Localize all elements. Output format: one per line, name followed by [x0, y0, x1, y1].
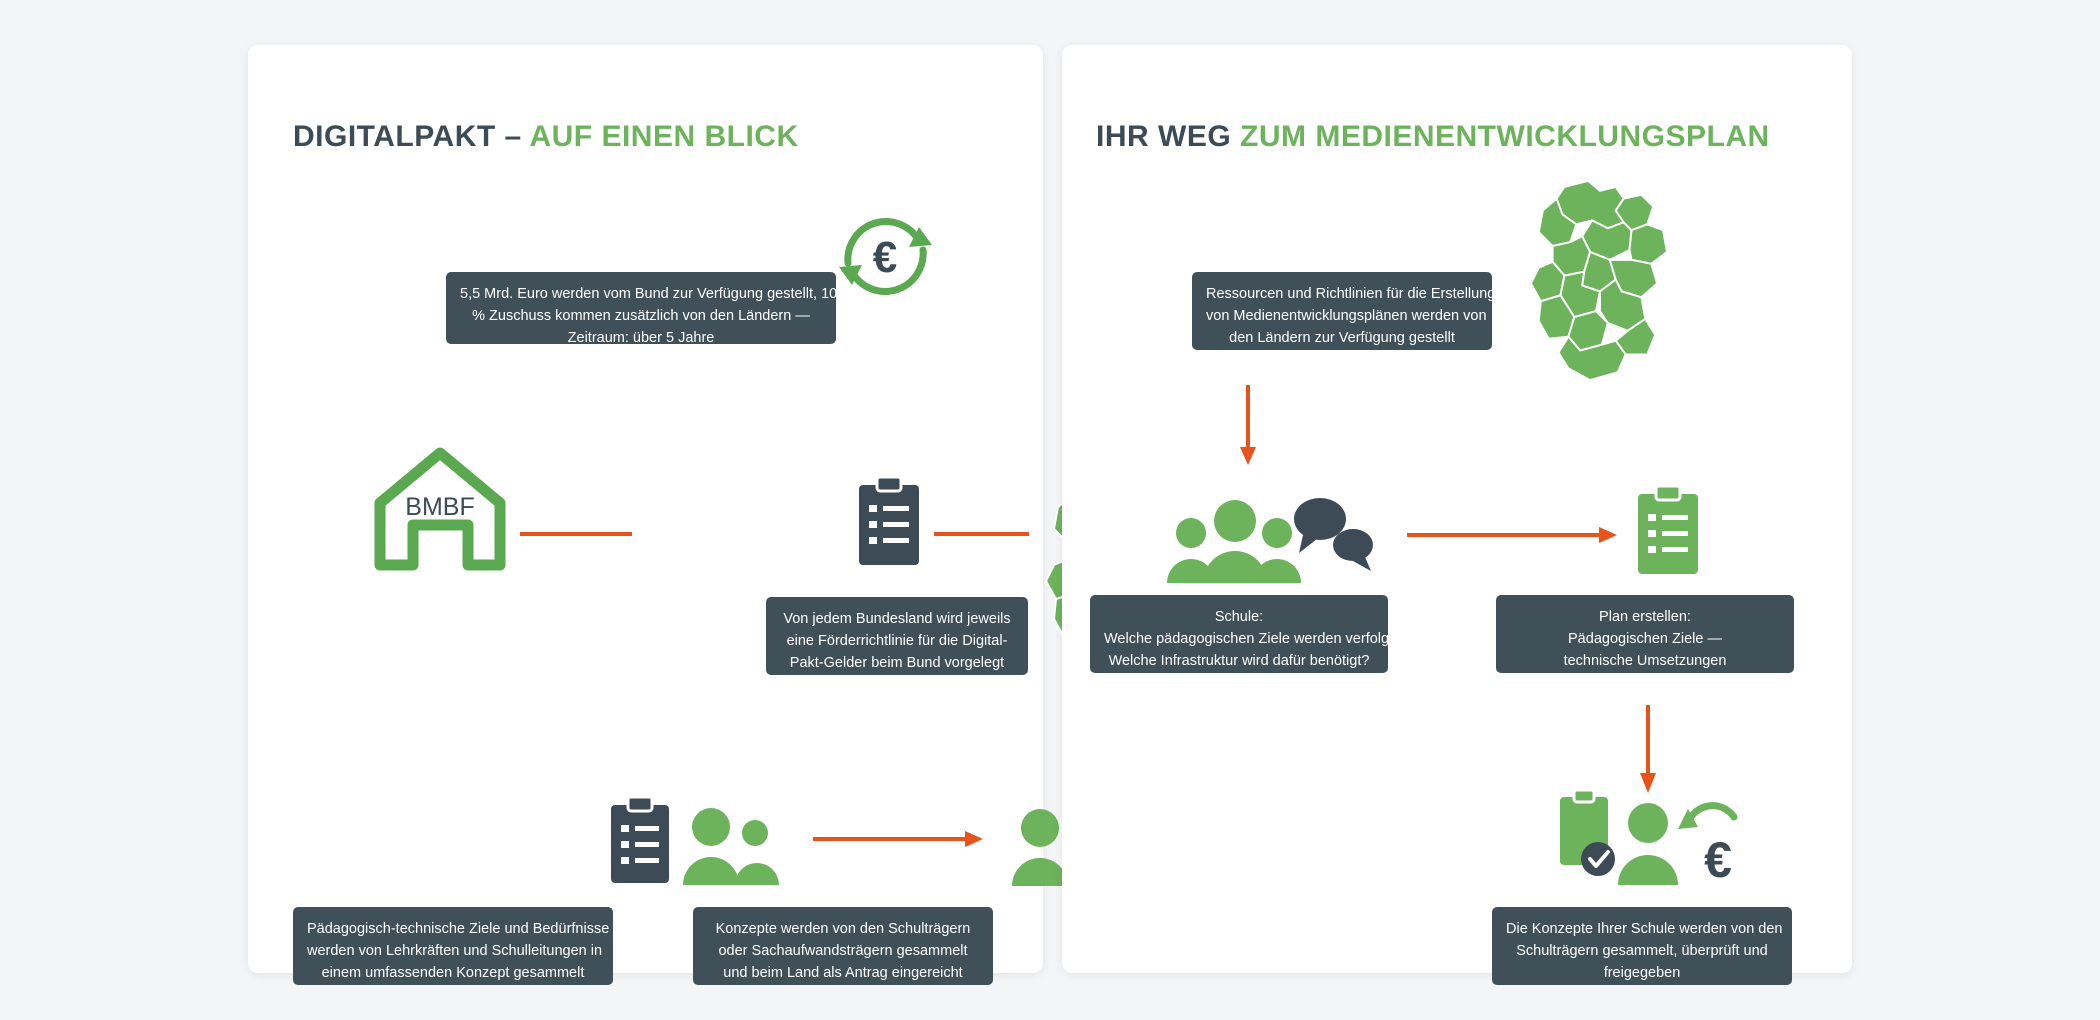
callout-foerderrichtlinie	[766, 597, 1028, 675]
callout-funding-line-3: Zeitraum: über 5 Jahre	[567, 329, 715, 346]
page-title-right-dark: IHR WEG	[1096, 120, 1232, 153]
callout-funding-line-1: 5,5 Mrd. Euro werden vom Bund zur Verfügung gestellt, 10	[460, 286, 838, 302]
callout-ressourcen-line-3: den Ländern zur Verfügung gestellt	[1229, 329, 1455, 346]
bmbf-label: BMBF	[405, 493, 475, 521]
page-title-left-green: AUF EINEN BLICK	[529, 120, 799, 153]
callout-schule-line-3: Welche Infrastruktur wird dafür benötigt?	[1108, 652, 1370, 669]
bmbf-house-icon	[368, 443, 513, 573]
callout-konzepte-line-1: Konzepte werden von den Schulträgern	[715, 921, 971, 937]
callout-ziele-beduerfnisse	[293, 907, 613, 985]
callout-funding	[446, 272, 836, 344]
callout-ressourcen	[1192, 272, 1496, 350]
callout-ziele-line-2: werden von Lehrkräften und Schulleitungen in	[307, 942, 603, 959]
euro-symbol: €	[1704, 832, 1732, 888]
callout-foerderrichtlinie-line-3: Pakt-Gelder beim Bund vorgelegt	[789, 654, 1005, 671]
callout-plan-erstellen	[1496, 595, 1794, 673]
people-speech-icon	[1157, 485, 1377, 595]
callout-freigabe-line-2: Schulträgern gesammelt, überprüft und	[1516, 942, 1768, 959]
callout-konzepte-freigabe	[1492, 907, 1792, 985]
panel-digitalpakt	[248, 45, 1043, 981]
callout-konzepte-line-2: oder Sachaufwandsträgern gesammelt	[718, 942, 968, 959]
page-title-right-green: ZUM MEDIENENTWICKLUNGSPLAN	[1240, 120, 1770, 153]
clipboard-icon	[853, 475, 925, 570]
callout-plan-line-3: technische Umsetzungen	[1563, 652, 1727, 669]
clipboard-icon	[1632, 482, 1704, 580]
callout-schule-line-2: Welche pädagogischen Ziele werden verfolgt?	[1104, 630, 1402, 647]
euro-refresh-icon	[823, 205, 948, 305]
arrow-school-to-plan	[1407, 527, 1617, 543]
page-title-right	[1096, 120, 1770, 154]
callout-ressourcen-line-2: von Medienentwicklungsplänen werden von	[1206, 307, 1487, 324]
arrow-clipboard-to-map	[934, 527, 1034, 541]
callout-funding-line-2: % Zuschuss kommen zusätzlich von den Ländern —	[472, 307, 810, 324]
callout-foerderrichtlinie-line-2: eine Förderrichtlinie für die Digital-	[786, 632, 1008, 649]
arrow-concepts-to-carrier	[813, 831, 983, 847]
callout-freigabe-line-3: freigegeben	[1603, 964, 1681, 981]
euro-symbol: €	[872, 233, 898, 282]
arrow-bmbf-to-clipboard	[520, 527, 640, 541]
callout-plan-line-2: Pädagogischen Ziele —	[1568, 630, 1722, 647]
callout-plan-line-1: Plan erstellen:	[1599, 609, 1691, 625]
page-title-left-dark: DIGITALPAKT –	[293, 120, 522, 153]
clipboard-people-icon	[603, 793, 798, 893]
germany-map-icon	[1510, 177, 1682, 389]
callout-schule-line-1: Schule:	[1214, 609, 1264, 625]
arrow-plan-to-approval	[1640, 705, 1656, 793]
callout-schule	[1090, 595, 1402, 673]
callout-ziele-line-1: Pädagogisch-technische Ziele und Bedürfnisse	[307, 921, 610, 937]
callout-ziele-line-3: einem umfassenden Konzept gesammelt	[321, 964, 585, 981]
callout-foerderrichtlinie-line-1: Von jedem Bundesland wird jeweils	[783, 611, 1011, 627]
arrow-map-to-school	[1240, 385, 1256, 465]
panel-medienentwicklungsplan	[1062, 45, 1852, 981]
callout-konzepte-antrag	[693, 907, 993, 985]
callout-konzepte-line-3: und beim Land als Antrag eingereicht	[723, 964, 963, 981]
callout-ressourcen-line-1: Ressourcen und Richtlinien für die Erstellung	[1206, 286, 1496, 302]
callout-freigabe-line-1: Die Konzepte Ihrer Schule werden von den	[1506, 921, 1783, 937]
page-title-left	[293, 120, 799, 154]
clipboard-check-person-euro-icon	[1552, 787, 1752, 897]
